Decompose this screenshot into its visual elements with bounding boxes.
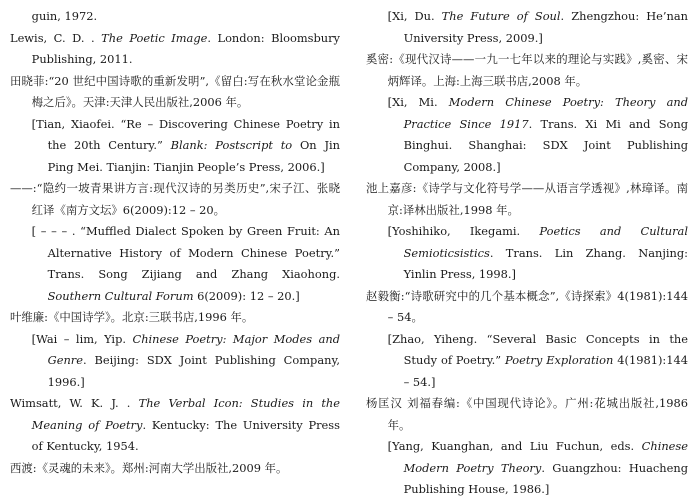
reference-text: . Guangzhou: Huacheng Publishing House, 1986.] bbox=[403, 460, 688, 496]
reference-title-text: Chinese Poetry: Major Modes and Genre bbox=[47, 331, 340, 367]
reference-text: 4(1981):144 – 54.] bbox=[403, 353, 688, 389]
reference-title-text: The Future of Soul bbox=[441, 9, 561, 23]
reference-text: . Trans. Lin Zhang. Nanjing: Yinlin Press, 1998.] bbox=[403, 245, 688, 281]
reference-text: [Yoshihiko, Ikegami. bbox=[387, 224, 540, 238]
reference-entry bbox=[10, 221, 340, 307]
reference-text: . Kentucky: The University Press of Kentucky, 1954. bbox=[31, 417, 340, 453]
reference-title-text: Poetics and Cultural Semioticsistics bbox=[403, 224, 688, 260]
reference-text: [Zhao, Yiheng. “Several Basic Concepts in the Study of Poetry.” bbox=[387, 331, 688, 367]
reference-entry bbox=[366, 92, 688, 178]
reference-entry bbox=[366, 221, 688, 286]
reference-entry bbox=[10, 178, 340, 221]
reference-title-text: The Verbal Icon: Studies in the Meaning of Poetry bbox=[31, 396, 341, 432]
reference-entry bbox=[10, 71, 340, 114]
reference-text: 田晓菲:“20 世纪中国诗歌的重新发明”,《留白:写在秋水堂论金瓶梅之后》。天津:天津人民出版社,2006 年。 bbox=[10, 73, 340, 109]
reference-title-text: Blank: Postscript to bbox=[170, 138, 293, 152]
reference-text: . Beijing: SDX Joint Publishing Company, 1996.] bbox=[47, 353, 340, 389]
reference-text: [Wai – lim, Yip. bbox=[31, 331, 133, 346]
reference-title-text: Chinese Modern Poetry Theory bbox=[403, 439, 688, 475]
reference-entry bbox=[10, 307, 340, 329]
reference-text: 杨匡汉 刘福春编:《中国现代诗论》。广州:花城出版社,1986 年。 bbox=[366, 396, 688, 432]
reference-text: [Yang, Kuanghan, and Liu Fuchun, eds. bbox=[387, 439, 642, 453]
reference-text: On Jin Ping Mei. Tianjin: Tianjin People’s Press, 2006.] bbox=[47, 138, 340, 174]
reference-text: . London: Bloomsbury Publishing, 2011. bbox=[31, 30, 340, 66]
reference-text: Wimsatt, W. K. J. . bbox=[10, 396, 139, 410]
reference-entry bbox=[10, 28, 340, 71]
reference-entry bbox=[366, 49, 688, 92]
reference-text: [ – – – . “Muffled Dialect Spoken by Green Fruit: An Alternative History of Modern Chinese Poetry.” Trans. Song Zijiang and Zhang Xiaohong. bbox=[31, 224, 340, 281]
reference-text: ——:“隐约一坡青果讲方言:现代汉诗的另类历史”,宋子江、张晓红译《南方文坛》6(2009):12 – 20。 bbox=[10, 181, 340, 217]
reference-text: 叶维廉:《中国诗学》。北京:三联书店,1996 年。 bbox=[10, 310, 254, 324]
reference-text: [Tian, Xiaofei. “Re – Discovering Chinese Poetry in the 20th Century.” bbox=[31, 116, 340, 152]
reference-title-text: Southern Cultural Forum bbox=[47, 288, 194, 303]
reference-title-text: The Poetic Image bbox=[101, 30, 208, 45]
reference-entry bbox=[10, 6, 340, 28]
reference-entry bbox=[366, 178, 688, 221]
reference-text: [Xi, Mi. bbox=[387, 95, 449, 109]
reference-text: Lewis, C. D. . bbox=[10, 30, 102, 45]
reference-text: 奚密:《现代汉诗——一九一七年以来的理论与实践》,奚密、宋炳辉译。上海:上海三联书店,2008 年。 bbox=[366, 52, 688, 88]
reference-entry bbox=[366, 436, 688, 501]
reference-text: 6(2009): 12 – 20.] bbox=[193, 288, 300, 303]
reference-text: . Zhengzhou: He’nan University Press, 2009.] bbox=[403, 9, 689, 45]
reference-text: 池上嘉彦:《诗学与文化符号学——从语言学透视》,林璋译。南京:译林出版社,1998 年。 bbox=[366, 181, 688, 217]
reference-title-text: Poetry Exploration bbox=[505, 353, 614, 367]
references-left-column bbox=[10, 6, 340, 479]
reference-text: 西渡:《灵魂的未来》。郑州:河南大学出版社,2009 年。 bbox=[10, 460, 288, 475]
reference-text: . Trans. Xi Mi and Song Binghui. Shanghai: SDX Joint Publishing Company, 2008.] bbox=[403, 116, 688, 174]
reference-entry bbox=[10, 329, 340, 394]
references-right-column bbox=[366, 6, 688, 501]
reference-entry bbox=[366, 286, 688, 329]
reference-text: [Xi, Du. bbox=[387, 9, 442, 23]
reference-entry bbox=[366, 329, 688, 394]
reference-entry bbox=[10, 114, 340, 179]
reference-entry bbox=[366, 6, 688, 49]
reference-text: 赵毅衡:“诗歌研究中的几个基本概念”,《诗探索》4(1981):144 – 54。 bbox=[366, 288, 688, 324]
reference-text: guin, 1972. bbox=[31, 9, 98, 23]
reference-entry bbox=[366, 393, 688, 436]
reference-entry bbox=[10, 393, 340, 458]
reference-title-text: Modern Chinese Poetry: Theory and Practice Since 1917 bbox=[403, 95, 688, 131]
reference-entry bbox=[10, 458, 340, 480]
